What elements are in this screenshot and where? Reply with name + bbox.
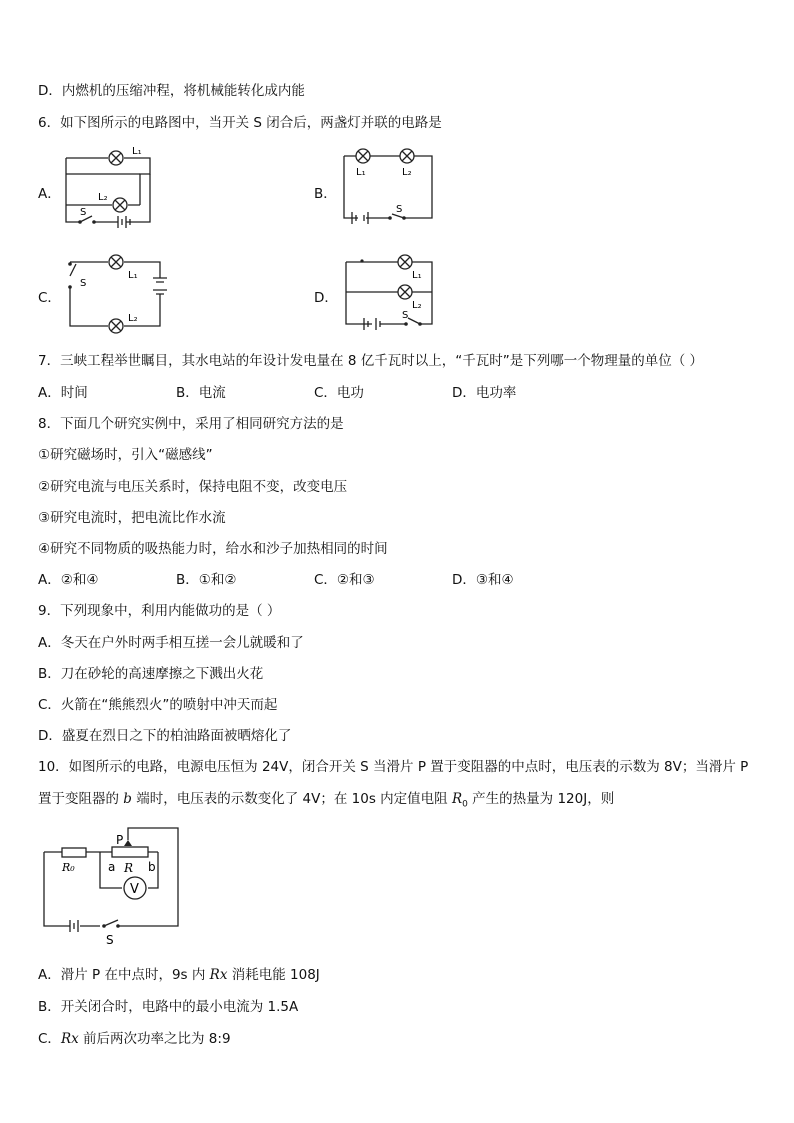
svg-text:R₀: R₀	[62, 861, 75, 874]
svg-text:L₂: L₂	[412, 300, 422, 311]
q7-option-c: C．电功	[314, 385, 364, 401]
svg-text:S: S	[396, 204, 403, 215]
svg-text:L₁: L₁	[128, 270, 138, 281]
svg-text:S: S	[80, 278, 87, 289]
svg-text:S: S	[80, 207, 87, 218]
q7-option-d: D．电功率	[452, 385, 517, 401]
q9-option-b: B．刀在砂轮的高速摩擦之下溅出火花	[38, 666, 264, 682]
q8-option-a: A．②和④	[38, 572, 99, 588]
q6-label-b: B．	[314, 186, 337, 202]
svg-text:S: S	[402, 310, 409, 321]
svg-text:S: S	[106, 933, 114, 947]
q6-label-a: A．	[38, 186, 61, 202]
q9-option-a: A．冬天在户外时两手相互搓一会儿就暖和了	[38, 635, 304, 651]
q8-item-3: ③研究电流时，把电流比作水流	[38, 510, 226, 526]
q7-option-a: A．时间	[38, 385, 88, 401]
q8-option-d: D．③和④	[452, 572, 514, 588]
q10-stem-line2: 置于变阻器的 b 端时，电压表的示数变化了 4V；在 10s 内定值电阻 $R_0$ 产生的热量为 120J，则	[38, 791, 615, 810]
rheostat-r-icon	[112, 847, 148, 857]
q6-label-c: C．	[38, 290, 61, 306]
q5-option-d: D．内燃机的压缩冲程，将机械能转化成内能	[38, 83, 305, 99]
q9-stem: 9．下列现象中，利用内能做功的是（ ）	[38, 603, 281, 619]
q7-option-b: B．电流	[176, 385, 226, 401]
q6-label-d: D．	[314, 290, 338, 306]
q10-stem-line1: 10．如图所示的电路，电源电压恒为 24V，闭合开关 S 当滑片 P 置于变阻器的中点时，电压表的示数为 8V；当滑片 P	[38, 759, 749, 775]
q9-option-d: D．盛夏在烈日之下的柏油路面被晒熔化了	[38, 728, 292, 744]
svg-text:R: R	[124, 861, 134, 875]
q10-option-b: B．开关闭合时，电路中的最小电流为 1.5A	[38, 999, 299, 1015]
q10-option-c: C．Rx 前后两次功率之比为 8:9	[38, 1031, 231, 1047]
q10-option-a: A．滑片 P 在中点时，9s 内 Rx 消耗电能 108J	[38, 967, 320, 983]
q8-item-2: ②研究电流与电压关系时，保持电阻不变，改变电压	[38, 479, 348, 495]
q8-option-b: B．①和②	[176, 572, 237, 588]
q8-option-c: C．②和③	[314, 572, 375, 588]
resistor-r0-icon	[62, 848, 86, 857]
q7-stem: 7．三峡工程举世瞩目，其水电站的年设计发电量在 8 亿千瓦时以上，“千瓦时”是下列哪一个物理量的单位（ ）	[38, 353, 704, 369]
q6-stem: 6．如下图所示的电路图中，当开关 S 闭合后，两盏灯并联的电路是	[38, 115, 442, 131]
q8-item-1: ①研究磁场时，引入“磁感线”	[38, 447, 213, 463]
svg-text:b: b	[148, 860, 156, 874]
svg-text:L₂: L₂	[98, 192, 108, 203]
q8-item-4: ④研究不同物质的吸热能力时，给水和沙子加热相同的时间	[38, 541, 388, 557]
svg-text:P: P	[116, 833, 124, 847]
svg-text:a: a	[108, 860, 116, 874]
svg-text:L₁: L₁	[356, 167, 366, 178]
svg-text:L₂: L₂	[402, 167, 412, 178]
lamp-l1-label: L₁	[132, 146, 142, 157]
svg-text:V: V	[130, 882, 139, 897]
q9-option-c: C．火箭在“熊熊烈火”的喷射中冲天而起	[38, 697, 278, 713]
svg-text:L₁: L₁	[412, 270, 422, 281]
q8-stem: 8．下面几个研究实例中，采用了相同研究方法的是	[38, 416, 344, 432]
svg-text:L₂: L₂	[128, 313, 138, 324]
